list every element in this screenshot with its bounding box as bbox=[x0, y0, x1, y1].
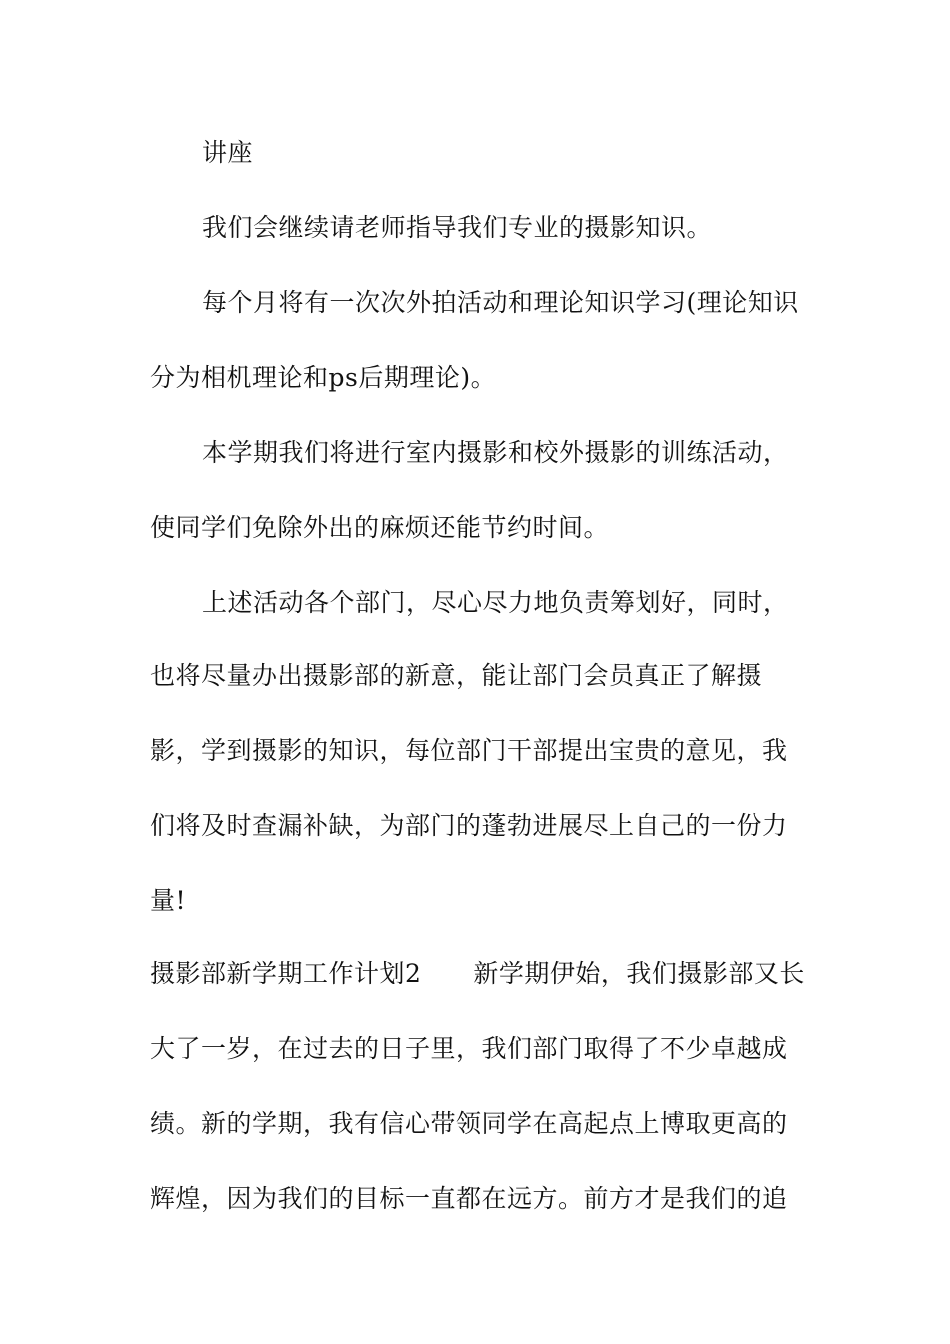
section-heading-line bbox=[150, 957, 830, 991]
paragraph-line: 本学期我们将进行室内摄影和校外摄影的训练活动， bbox=[202, 438, 789, 467]
paragraph-line: 量! bbox=[150, 886, 187, 915]
paragraph-line: 们将及时查漏补缺，为部门的蓬勃进展尽上自己的一份力 bbox=[150, 811, 788, 840]
paragraph-line: 讲座 bbox=[202, 138, 254, 167]
paragraph-line: 也将尽量办出摄影部的新意，能让部门会员真正了解摄 bbox=[150, 661, 763, 690]
section-heading-continuation: 新学期伊始，我们摄影部又长 bbox=[473, 959, 805, 988]
paragraph-line: 大了一岁，在过去的日子里，我们部门取得了不少卓越成 bbox=[150, 1034, 788, 1063]
paragraph-line: 每个月将有一次次外拍活动和理论知识学习(理论知识 bbox=[202, 288, 799, 317]
paragraph-line: 我们会继续请老师指导我们专业的摄影知识。 bbox=[202, 213, 713, 242]
paragraph-line: 影，学到摄影的知识，每位部门干部提出宝贵的意见，我 bbox=[150, 736, 788, 765]
paragraph-line: 绩。新的学期，我有信心带领同学在高起点上博取更高的 bbox=[150, 1109, 788, 1138]
section-heading: 摄影部新学期工作计划2 bbox=[150, 959, 422, 988]
paragraph-line: 分为相机理论和ps后期理论)。 bbox=[150, 363, 497, 392]
paragraph-line: 上述活动各个部门，尽心尽力地负责筹划好，同时， bbox=[202, 588, 789, 617]
paragraph-line: 使同学们免除外出的麻烦还能节约时间。 bbox=[150, 513, 610, 542]
paragraph-line: 辉煌，因为我们的目标一直都在远方。前方才是我们的追 bbox=[150, 1184, 788, 1213]
